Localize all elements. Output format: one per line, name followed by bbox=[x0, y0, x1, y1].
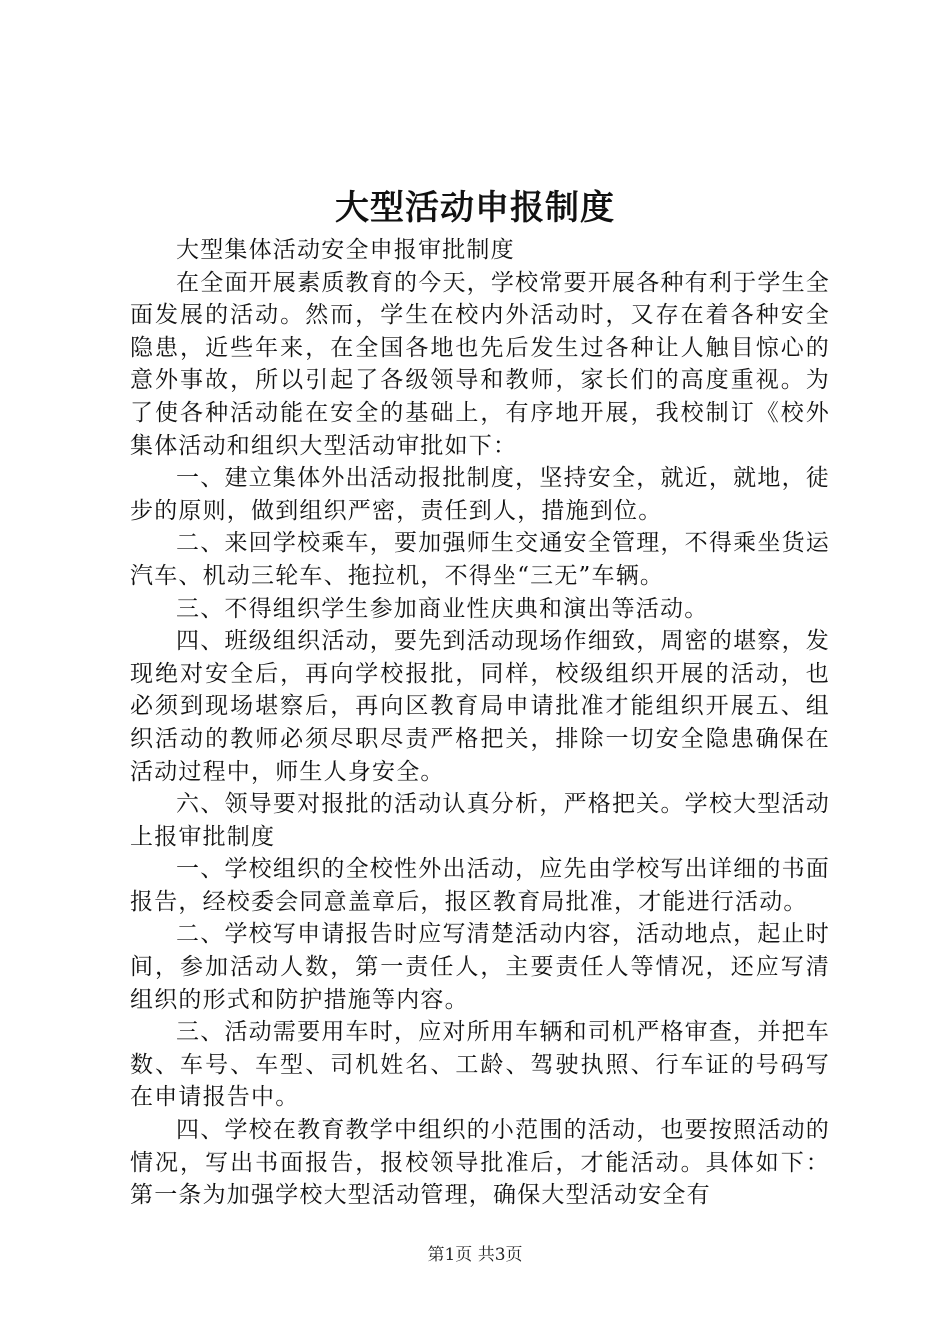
document-body bbox=[130, 234, 830, 1212]
paragraph-report-3: 三、活动需要用车时，应对所用车辆和司机严格审查，并把车数、车号、车型、司机姓名、工龄、驾驶执照、行车证的号码写在申请报告中。 bbox=[130, 1019, 830, 1111]
page-number: 第1页 bbox=[427, 1245, 473, 1265]
page-total: 共3页 bbox=[477, 1245, 523, 1265]
paragraph-intro: 在全面开展素质教育的今天，学校常要开展各种有利于学生全面发展的活动。然而，学生在校内外活动时，又存在着各种安全隐患，近些年来，在全国各地也先后发生过各种让人触目惊心的意外事故，所以引起了各级领导和教师，家长们的高度重视。为了使各种活动能在安全的基础上，有序地开展，我校制订《校外集体活动和组织大型活动审批如下： bbox=[130, 269, 830, 459]
paragraph-report-2: 二、学校写申请报告时应写清楚活动内容，活动地点，起止时间，参加活动人数，第一责任人，主要责任人等情况，还应写清组织的形式和防护措施等内容。 bbox=[130, 921, 830, 1013]
paragraph-report-1: 一、学校组织的全校性外出活动，应先由学校写出详细的书面报告，经校委会同意盖章后，报区教育局批准，才能进行活动。 bbox=[130, 856, 830, 915]
page-footer bbox=[0, 1243, 950, 1267]
paragraph-item-3: 三、不得组织学生参加商业性庆典和演出等活动。 bbox=[176, 595, 709, 622]
paragraph-item-2: 二、来回学校乘车，要加强师生交通安全管理，不得乘坐货运汽车、机动三轮车、拖拉机，不得坐“三无”车辆。 bbox=[130, 530, 830, 589]
paragraph-item-4: 四、班级组织活动，要先到活动现场作细致，周密的堪察，发现绝对安全后，再向学校报批，同样，校级组织开展的活动，也必须到现场堪察后，再向区教育局申请批准才能组织开展五、组织活动的教师必须尽职尽责严格把关，排除一切安全隐患确保在活动过程中，师生人身安全。 bbox=[130, 628, 830, 785]
paragraph-subtitle: 大型集体活动安全申报审批制度 bbox=[176, 237, 515, 263]
paragraph-item-6: 六、领导要对报批的活动认真分析，严格把关。学校大型活动上报审批制度 bbox=[130, 791, 830, 850]
paragraph-report-4: 四、学校在教育教学中组织的小范围的活动，也要按照活动的情况，写出书面报告，报校领导批准后，才能活动。具体如下：第一条为加强学校大型活动管理，确保大型活动安全有 bbox=[130, 1117, 830, 1209]
paragraph-item-1: 一、建立集体外出活动报批制度，坚持安全，就近，就地，徒步的原则，做到组织严密，责任到人，措施到位。 bbox=[130, 465, 830, 524]
document-title: 大型活动申报制度 bbox=[335, 188, 615, 228]
